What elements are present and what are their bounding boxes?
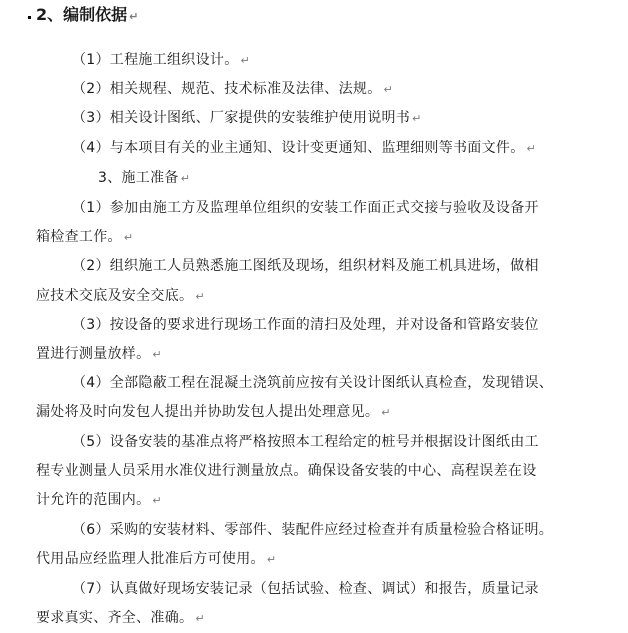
- paragraph-line: 代用品应经监理人批准后方可使用。 ↵: [36, 551, 277, 567]
- paragraph-line: 计允许的范围内。 ↵: [36, 492, 162, 508]
- paragraph-mark-icon: ↵: [195, 290, 205, 303]
- paragraph-mark-icon: ↵: [240, 54, 251, 67]
- subsection-heading: 3、施工准备 ↵: [98, 170, 191, 186]
- paragraph-line: （1）参加由施工方及监理单位组织的安装工作面正式交接与验收及设备开: [72, 200, 539, 216]
- paragraph-line: 箱检查工作。 ↵: [36, 229, 134, 245]
- paragraph-line: （3）按设备的要求进行现场工作面的清扫及处理，并对设备和管路安装位: [72, 317, 539, 333]
- paragraph-line: （7）认真做好现场安装记录（包括试验、检查、调试）和报告，质量记录: [72, 581, 539, 597]
- paragraph-mark-icon: ↵: [152, 348, 162, 361]
- paragraph-mark-icon: ↵: [266, 553, 277, 566]
- paragraph-mark-icon: ↵: [195, 612, 205, 625]
- paragraph-line: （4）与本项目有关的业主通知、设计变更通知、监理细则等书面文件。 ↵: [72, 140, 537, 156]
- paragraph-line: （6）采购的安装材料、零部件、装配件应经过检查并有质量检验合格证明。: [72, 522, 554, 538]
- paragraph-mark-icon: ↵: [152, 494, 162, 507]
- paragraph-line: 漏处将及时向发包人提出并协助发包人提出处理意见。 ↵: [36, 404, 391, 420]
- paragraph-mark-icon: ↵: [381, 406, 391, 419]
- paragraph-line: 应技术交底及安全交底。 ↵: [36, 288, 205, 304]
- paragraph-mark-icon: ↵: [383, 83, 394, 96]
- paragraph-line: 要求真实、齐全、准确。 ↵: [36, 610, 205, 626]
- section-heading: [36, 2, 138, 30]
- paragraph-mark-icon: ↵: [123, 231, 134, 244]
- paragraph-line: （4）全部隐蔽工程在混凝土浇筑前应按有关设计图纸认真检查，发现错误、: [72, 375, 554, 391]
- paragraph-mark-icon: ↵: [180, 172, 191, 185]
- paragraph-mark-icon: ↵: [526, 142, 537, 155]
- paragraph-line: （1）工程施工组织设计。 ↵: [72, 52, 251, 68]
- paragraph-mark-icon: ↵: [412, 112, 422, 125]
- paragraph-line: （5）设备安装的基准点将严格按照本工程给定的桩号并根据设计图纸由工: [72, 434, 539, 450]
- bullet-marker: [28, 16, 31, 19]
- paragraph-line: （2）相关规程、规范、技术标准及法律、法规。 ↵: [72, 81, 394, 97]
- paragraph-line: （2）组织施工人员熟悉施工图纸及现场，组织材料及施工机具进场，做相: [72, 258, 539, 274]
- paragraph-mark-icon: ↵: [129, 10, 139, 23]
- paragraph-line: 置进行测量放样。 ↵: [36, 346, 162, 362]
- paragraph-line: （3）相关设计图纸、厂家提供的安装维护使用说明书 ↵: [72, 110, 422, 126]
- heading-text: 2、编制依据: [36, 5, 128, 24]
- paragraph-line: 程专业测量人员采用水准仪进行测量放点。确保设备安装的中心、高程误差在设: [36, 463, 537, 479]
